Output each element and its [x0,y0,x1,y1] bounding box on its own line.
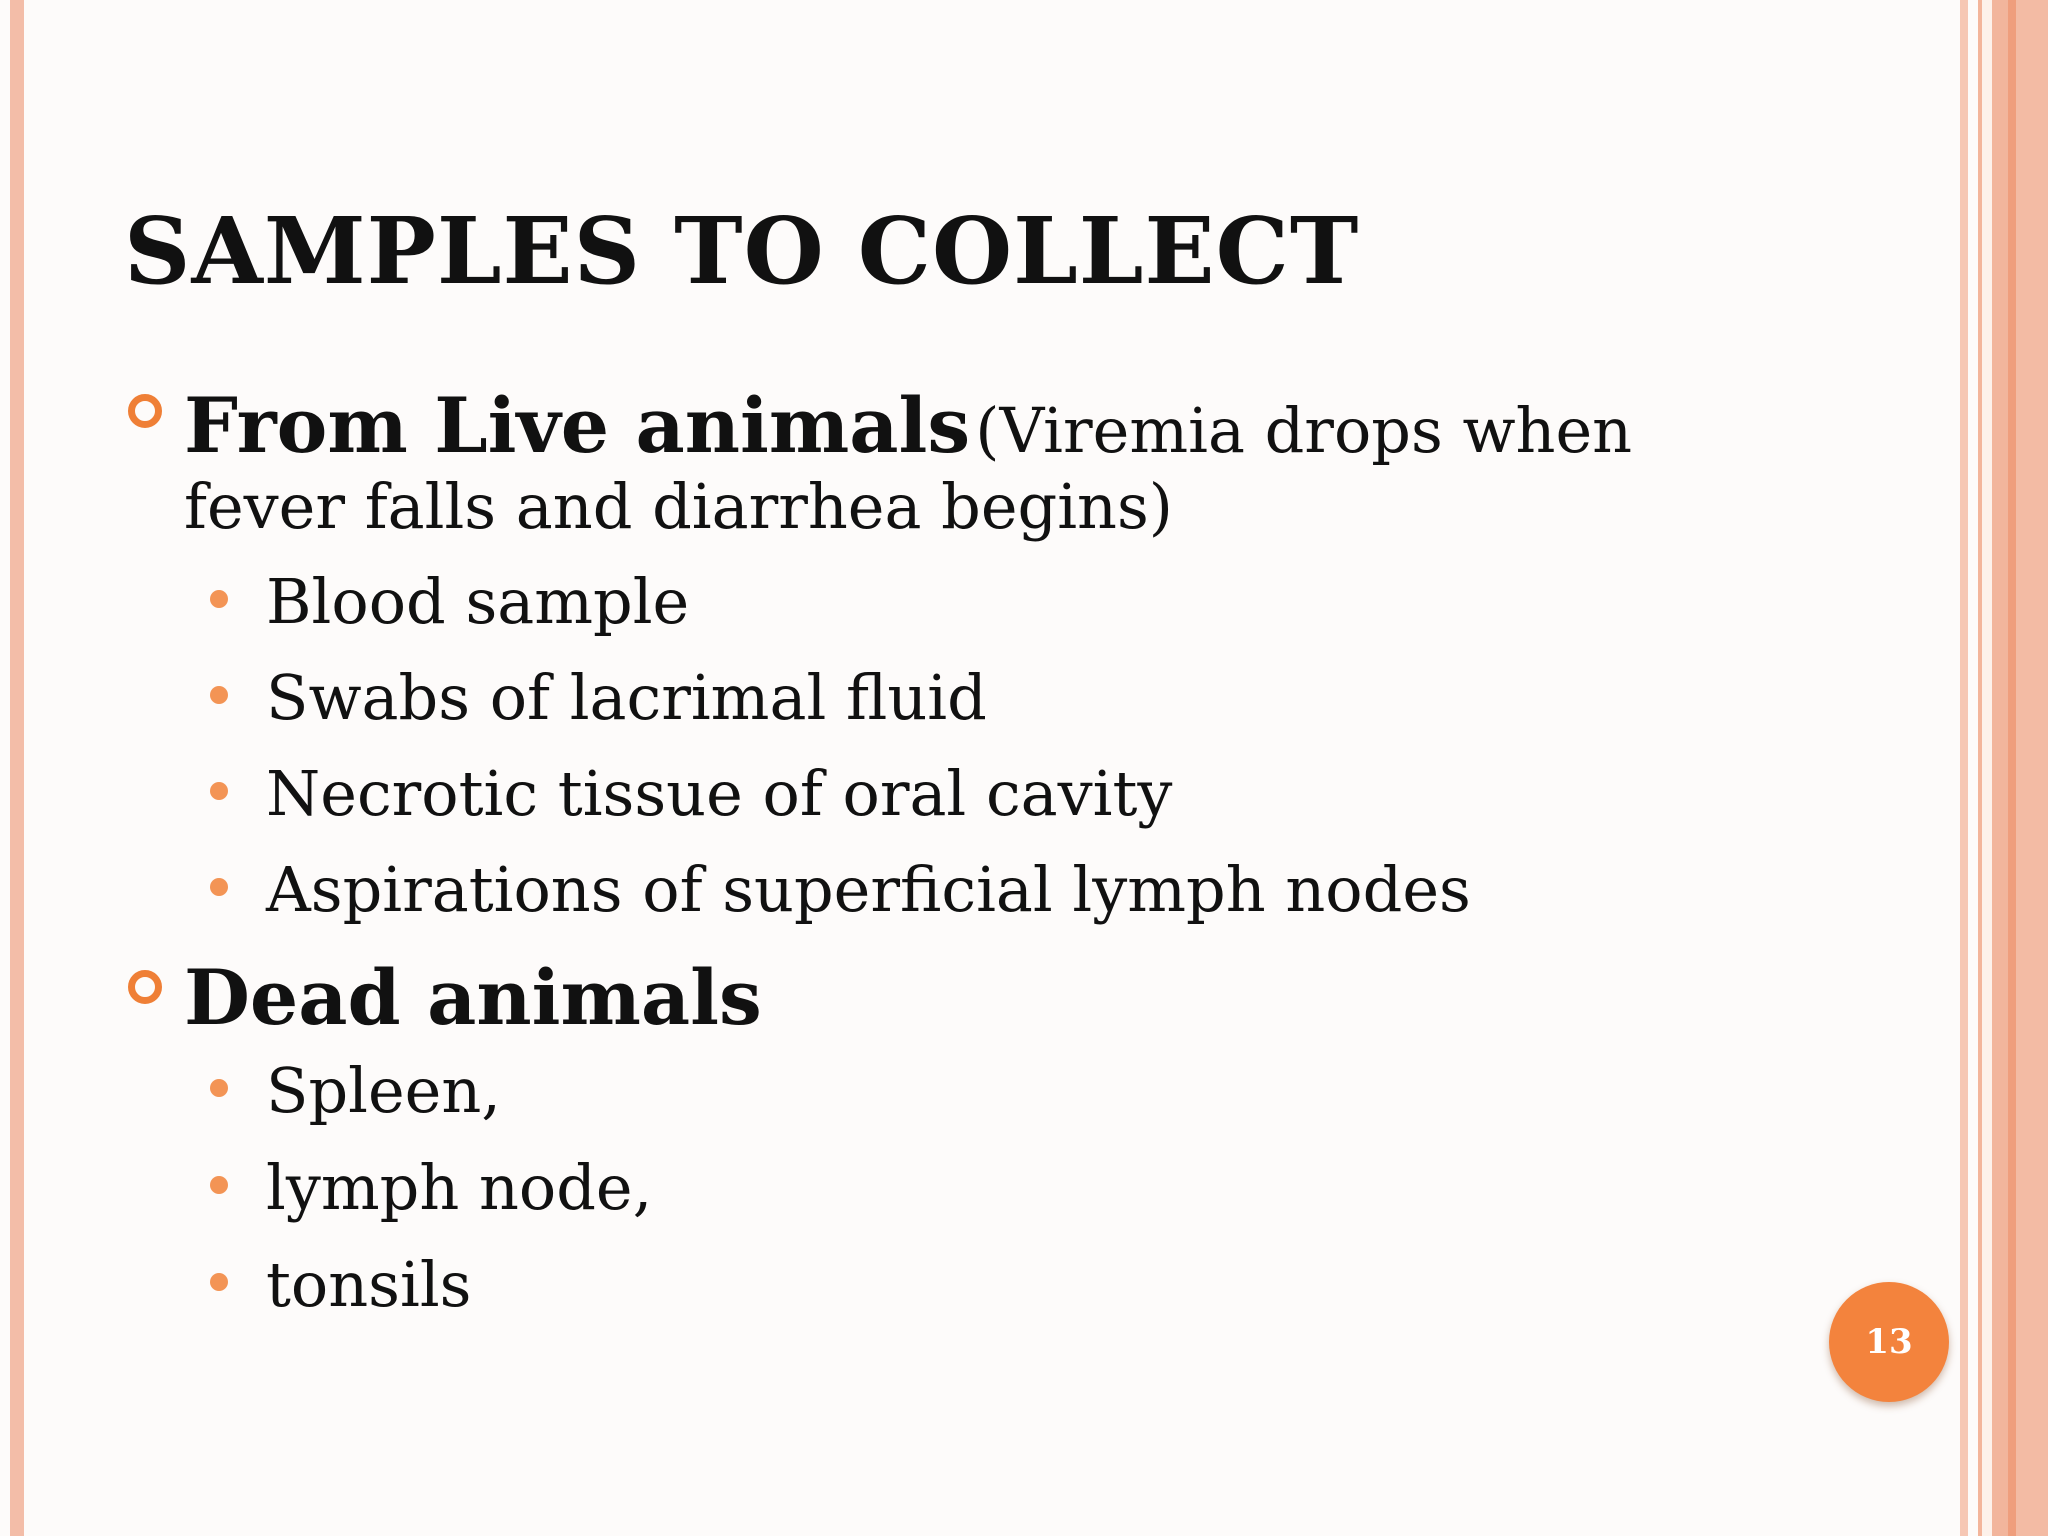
list-bullet-icon [210,1273,228,1291]
section-heading-note-cont: fever falls and diarrhea begins) [184,470,1173,543]
section-heading-bold: From Live animals [184,381,971,470]
list-bullet-icon [210,1176,228,1194]
list-bullet-icon [210,782,228,800]
list-item: Blood sample [266,565,690,638]
list-item: lymph node, [266,1151,653,1224]
list-item: Aspirations of superficial lymph nodes [266,853,1471,926]
list-bullet-icon [210,1079,228,1097]
list-bullet-icon [210,686,228,704]
list-item: tonsils [266,1248,472,1321]
list-item: Necrotic tissue of oral cavity [266,757,1173,830]
section-heading-bold: Dead animals [184,953,762,1042]
right-decorative-band [1956,0,2048,1536]
page-number-badge: 13 [1829,1282,1949,1402]
section-heading-note: (Viremia drops when [975,394,1633,467]
slide-title: SAMPLES TO COLLECT [124,197,1360,305]
section-bullet-icon [128,394,162,428]
list-item: Spleen, [266,1054,502,1127]
section-heading-dead [184,952,762,1043]
list-bullet-icon [210,878,228,896]
left-border-stripe [10,0,24,1536]
section-heading-live [184,380,1632,471]
section-bullet-icon [128,970,162,1004]
list-bullet-icon [210,590,228,608]
list-item: Swabs of lacrimal fluid [266,661,987,734]
